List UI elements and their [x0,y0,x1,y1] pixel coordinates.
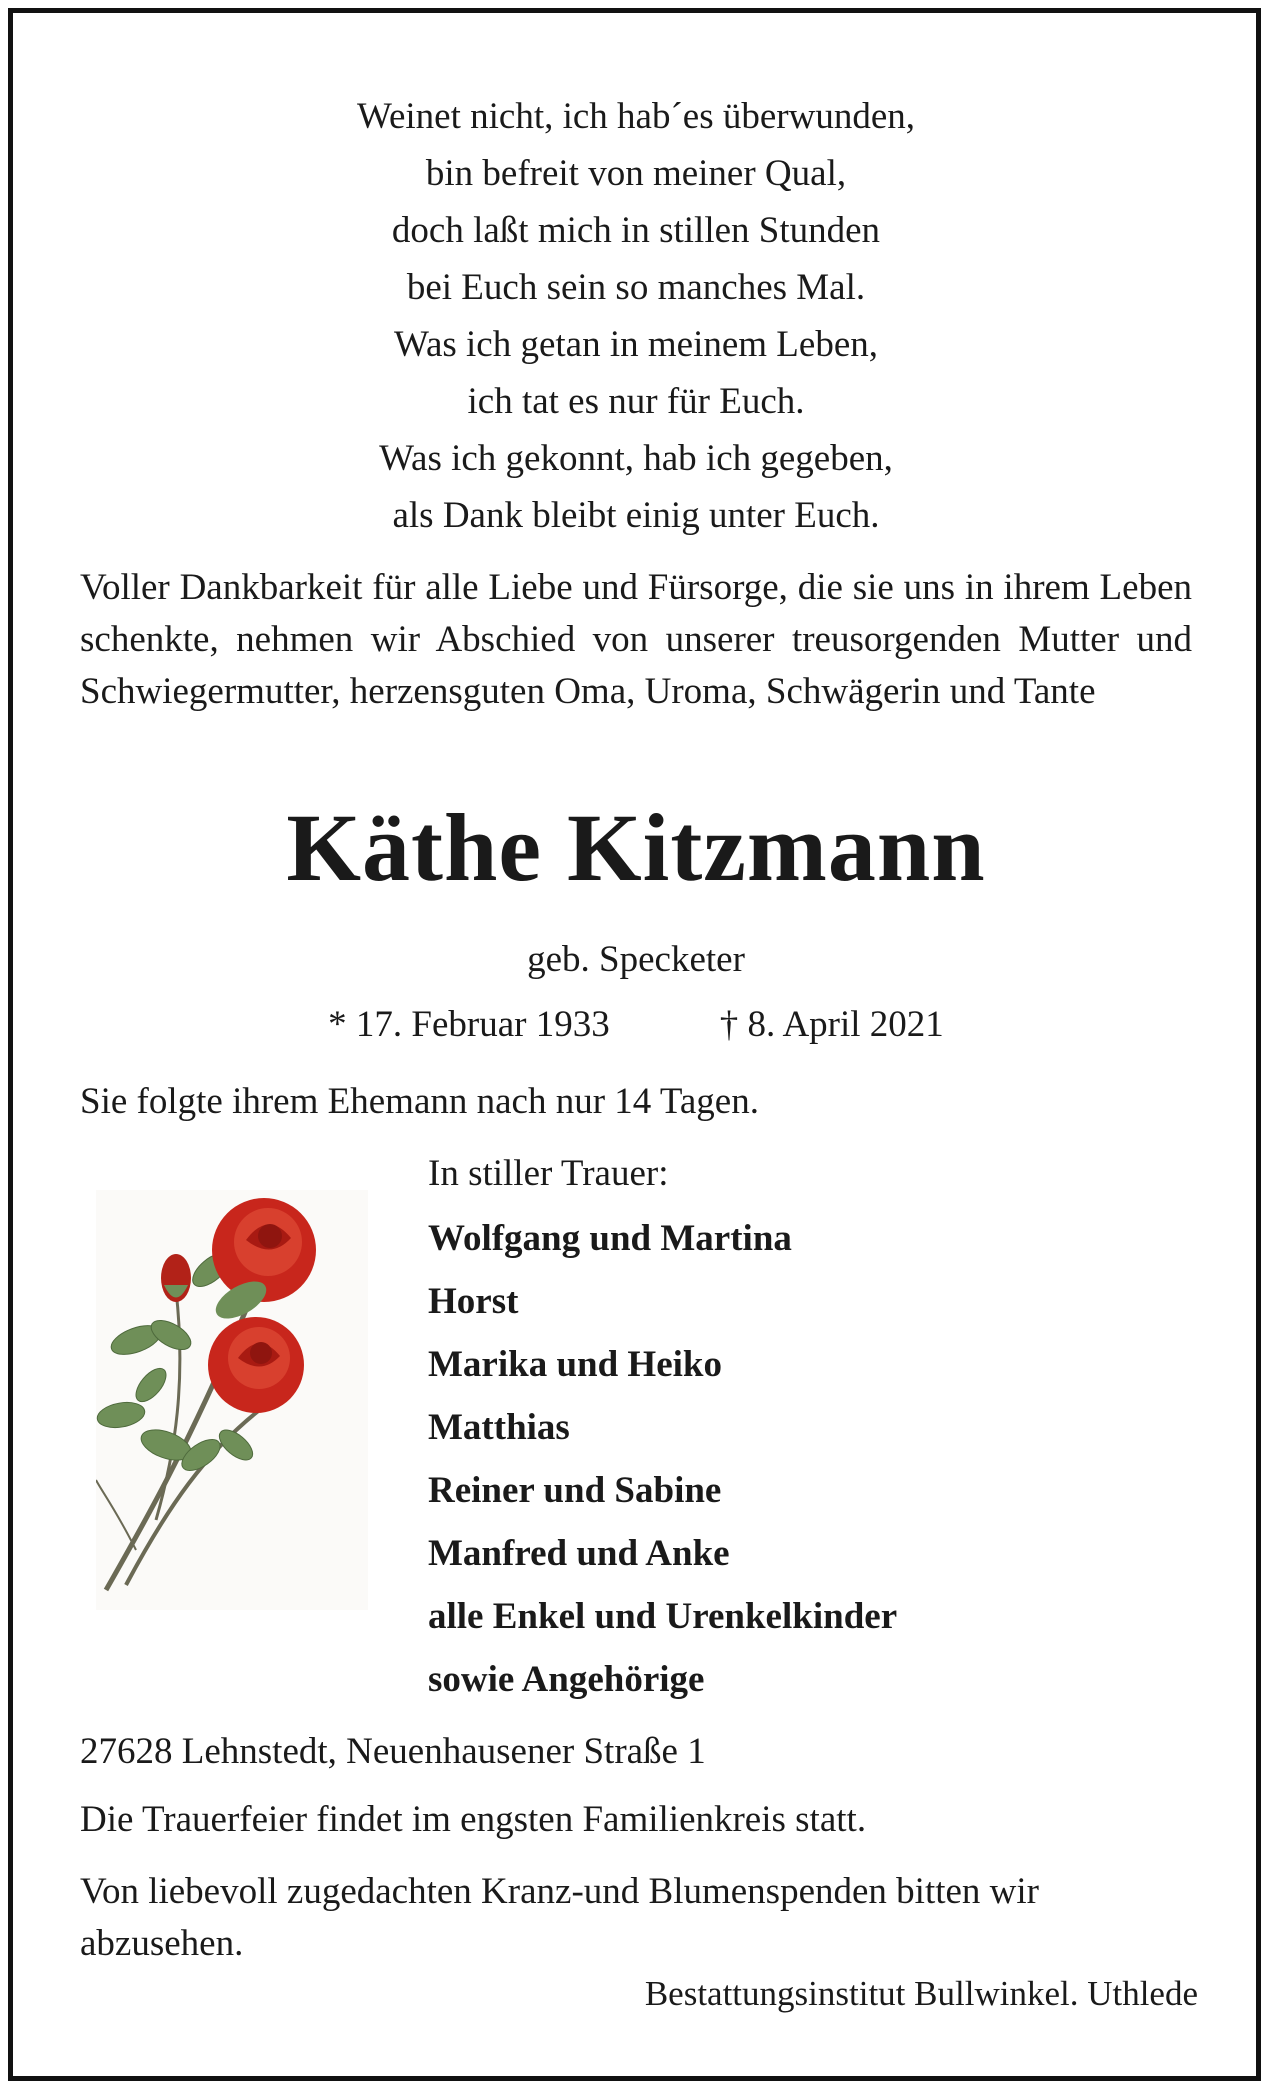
ceremony-note: Die Trauerfeier findet im engsten Familienkreis statt. [80,1799,867,1840]
poem-line: Was ich gekonnt, hab ich gegeben, [379,438,893,479]
followed-note: Sie folgte ihrem Ehemann nach nur 14 Tagen. [80,1081,759,1122]
poem-line: Weinet nicht, ich hab´es überwunden, [357,96,915,137]
red-roses-icon [96,1190,368,1610]
list-item: Manfred und Anke [428,1533,730,1574]
poem-line: als Dank bleibt einig unter Euch. [392,495,880,536]
birth-date: * 17. Februar 1933 [328,1004,610,1045]
list-item: alle Enkel und Urenkelkinder [428,1596,898,1637]
undertaker-credit: Bestattungsinstitut Bullwinkel. Uthlede [644,1974,1198,2013]
list-item: Reiner und Sabine [428,1470,722,1511]
poem-line: doch laßt mich in stillen Stunden [391,210,881,251]
list-item: Wolfgang und Martina [428,1218,792,1259]
list-item: Matthias [428,1407,570,1448]
birth-name: geb. Specketer [527,939,745,980]
list-item: Horst [428,1281,519,1322]
intro-paragraph: Voller Dankbarkeit für alle Liebe und Fürsorge, die sie uns in ihrem Leben schenkte, nehmen wir Abschied von unserer treusorgenden Mutter und Schwiegermutter, herzensguten Oma, Uroma, Schwägerin und Tante [80,567,1192,712]
list-item: sowie Angehörige [428,1659,705,1700]
poem-line: bin befreit von meiner Qual, [425,153,847,194]
poem-line: Was ich getan in meinem Leben, [393,324,879,365]
poem [80,88,1192,544]
address: 27628 Lehnstedt, Neuenhausener Straße 1 [80,1731,706,1772]
poem-line: ich tat es nur für Euch. [467,381,805,422]
mourning-heading: In stiller Trauer: [428,1153,669,1194]
death-date: † 8. April 2021 [719,1004,944,1045]
poem-line: bei Euch sein so manches Mal. [406,267,866,308]
mourner-list [428,1207,897,1711]
flower-request: Von liebevoll zugedachten Kranz-und Blumenspenden bitten wir abzusehen. [80,1871,1040,1964]
list-item: Marika und Heiko [428,1344,722,1385]
life-dates [80,1003,1192,1046]
deceased-name: Käthe Kitzmann [286,794,986,901]
